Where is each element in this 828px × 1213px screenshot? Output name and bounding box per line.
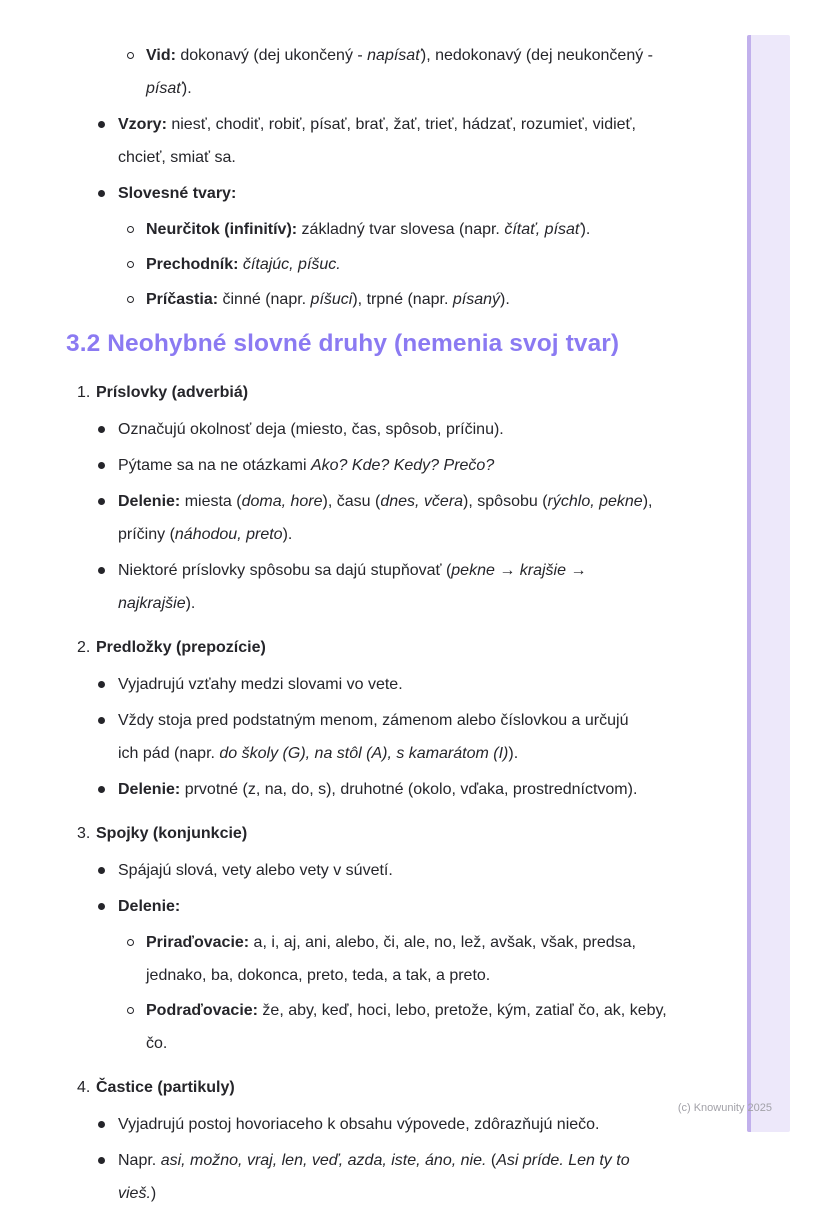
text-run: Delenie:	[118, 781, 181, 798]
bullet-icon	[98, 190, 105, 197]
text-run: ), spôsobu (	[463, 493, 548, 510]
text-run: Napr.	[118, 1152, 161, 1169]
numbered-item	[78, 817, 778, 850]
text-run: náhodou, preto	[174, 526, 283, 543]
list-item	[78, 668, 778, 701]
text-run: Vždy stoja pred podstatným menom, zámenom alebo číslovkou a určujú	[118, 712, 629, 729]
text-run: písaný	[452, 291, 500, 308]
text-run: Vyjadrujú vzťahy medzi slovami vo vete.	[118, 676, 403, 693]
text-run: jednako, ba, dokonca, preto, teda, a tak, a preto.	[146, 967, 491, 984]
text-run: 3.2 Neohybné slovné druhy (nemenia svoj tvar)	[66, 330, 620, 357]
text-run: Podraďovacie:	[146, 1002, 258, 1019]
text-run: píšuci	[310, 291, 353, 308]
text-run: Príčastia:	[146, 291, 219, 308]
text-run: do školy (G), na stôl (A), s kamarátom (I)	[219, 745, 509, 762]
text-run: ),	[642, 493, 653, 510]
text-run: a, i, aj, ani, alebo, či, ale, no, lež, avšak, však, predsa,	[249, 934, 636, 951]
list-item	[78, 413, 778, 446]
text-run: ).	[580, 221, 591, 238]
document-body	[66, 37, 778, 1213]
circle-bullet-icon	[127, 1007, 134, 1014]
text-run: Spojky (konjunkcie)	[96, 825, 248, 842]
text-run: činné (napr.	[218, 291, 311, 308]
text-run: Ako? Kde? Kedy? Prečo?	[310, 457, 495, 474]
text-run: rýchlo, pekne	[547, 493, 643, 510]
text-run: Slovesné tvary:	[118, 185, 237, 202]
list-number: 2.	[77, 639, 91, 656]
text-run: základný tvar slovesa (napr.	[297, 221, 505, 238]
text-run: čítať, písať	[504, 221, 581, 238]
text-run: ).	[508, 745, 519, 762]
text-run: ).	[499, 291, 510, 308]
list-item	[78, 704, 778, 770]
section-heading	[66, 326, 778, 362]
list-item	[78, 890, 778, 923]
text-run: miesta (	[180, 493, 242, 510]
text-run: Častice (partikuly)	[96, 1079, 235, 1096]
list-item	[78, 554, 778, 620]
list-number: 3.	[77, 825, 91, 842]
text-run: Vid:	[146, 47, 176, 64]
circle-bullet-icon	[127, 939, 134, 946]
text-run: Niektoré príslovky spôsobu sa dajú stupňovať (	[118, 562, 452, 579]
sub-list-item	[78, 39, 778, 105]
bullet-icon	[98, 121, 105, 128]
text-run: ), času (	[322, 493, 381, 510]
bullet-icon	[98, 786, 105, 793]
copyright-watermark: (c) Knowunity 2025	[677, 1102, 772, 1114]
bullet-icon	[98, 426, 105, 433]
text-run: vieš.	[118, 1185, 151, 1202]
text-run: Asi príde. Len ty to	[496, 1152, 630, 1169]
text-run: že, aby, keď, hoci, lebo, pretože, kým, zatiaľ čo, ak, keby,	[257, 1002, 667, 1019]
sub-list-item	[78, 994, 778, 1060]
text-run: chcieť, smiať sa.	[118, 149, 236, 166]
text-run: Predložky (prepozície)	[96, 639, 266, 656]
text-run: Príslovky (adverbiá)	[96, 384, 249, 401]
list-item	[78, 773, 778, 806]
text-run: príčiny (	[118, 526, 175, 543]
circle-bullet-icon	[127, 52, 134, 59]
bullet-icon	[98, 462, 105, 469]
text-run: Vzory:	[118, 116, 167, 133]
circle-bullet-icon	[127, 296, 134, 303]
text-run: Delenie:	[118, 898, 181, 915]
circle-bullet-icon	[127, 226, 134, 233]
text-run: ).	[282, 526, 293, 543]
list-item	[78, 854, 778, 887]
list-item	[78, 1144, 778, 1210]
bullet-icon	[98, 867, 105, 874]
sub-list-item	[78, 213, 778, 246]
text-run: ich pád (napr.	[118, 745, 220, 762]
text-run: najkrajšie	[118, 595, 186, 612]
list-number: 4.	[77, 1079, 91, 1096]
text-run: písať	[146, 80, 182, 97]
scrollbar[interactable]	[747, 35, 790, 1132]
list-number: 1.	[77, 384, 91, 401]
numbered-item	[78, 631, 778, 664]
text-run: čo.	[146, 1035, 168, 1052]
text-run: dnes, včera	[380, 493, 464, 510]
list-item	[78, 485, 778, 551]
text-run: doma, hore	[241, 493, 323, 510]
text-run: Neurčitok (infinitív):	[146, 221, 298, 238]
sub-list-item	[78, 248, 778, 281]
numbered-item	[78, 1071, 778, 1104]
text-run: Vyjadrujú postoj hovoriaceho k obsahu výpovede, zdôrazňujú niečo.	[118, 1116, 600, 1133]
text-run: niesť, chodiť, robiť, písať, brať, žať, trieť, hádzať, rozumieť, vidieť,	[166, 116, 636, 133]
text-run: prvotné (z, na, do, s), druhotné (okolo, vďaka, prostredníctvom).	[180, 781, 638, 798]
text-run: asi, možno, vraj, len, veď, azda, iste, áno, nie.	[160, 1152, 487, 1169]
bullet-icon	[98, 681, 105, 688]
bullet-icon	[98, 1157, 105, 1164]
text-run: ), nedokonavý (dej neukončený -	[420, 47, 653, 64]
text-run: Priraďovacie:	[146, 934, 250, 951]
text-run: ), trpné (napr.	[352, 291, 453, 308]
list-item	[78, 449, 778, 482]
list-item	[78, 177, 778, 210]
list-item	[78, 108, 778, 174]
text-run: čítajúc, píšuc.	[242, 256, 341, 273]
text-run: (	[486, 1152, 497, 1169]
text-run: Pýtame sa na ne otázkami	[118, 457, 311, 474]
text-run: )	[150, 1185, 157, 1202]
bullet-icon	[98, 567, 105, 574]
text-run: Prechodník:	[146, 256, 239, 273]
numbered-item	[78, 376, 778, 409]
text-run: Spájajú slová, vety alebo vety v súvetí.	[118, 862, 393, 879]
text-run: Označujú okolnosť deja (miesto, čas, spôsob, príčinu).	[118, 421, 504, 438]
text-run: pekne → krajšie →	[451, 562, 587, 579]
sub-list-item	[78, 926, 778, 992]
bullet-icon	[98, 903, 105, 910]
bullet-icon	[98, 717, 105, 724]
circle-bullet-icon	[127, 261, 134, 268]
list-item	[78, 1108, 778, 1141]
text-run: napísať	[367, 47, 421, 64]
sub-list-item	[78, 283, 778, 316]
text-run: dokonavý (dej ukončený -	[175, 47, 368, 64]
bullet-icon	[98, 1121, 105, 1128]
text-run: ).	[185, 595, 196, 612]
bullet-icon	[98, 498, 105, 505]
text-run: Delenie:	[118, 493, 181, 510]
text-run: ).	[181, 80, 192, 97]
